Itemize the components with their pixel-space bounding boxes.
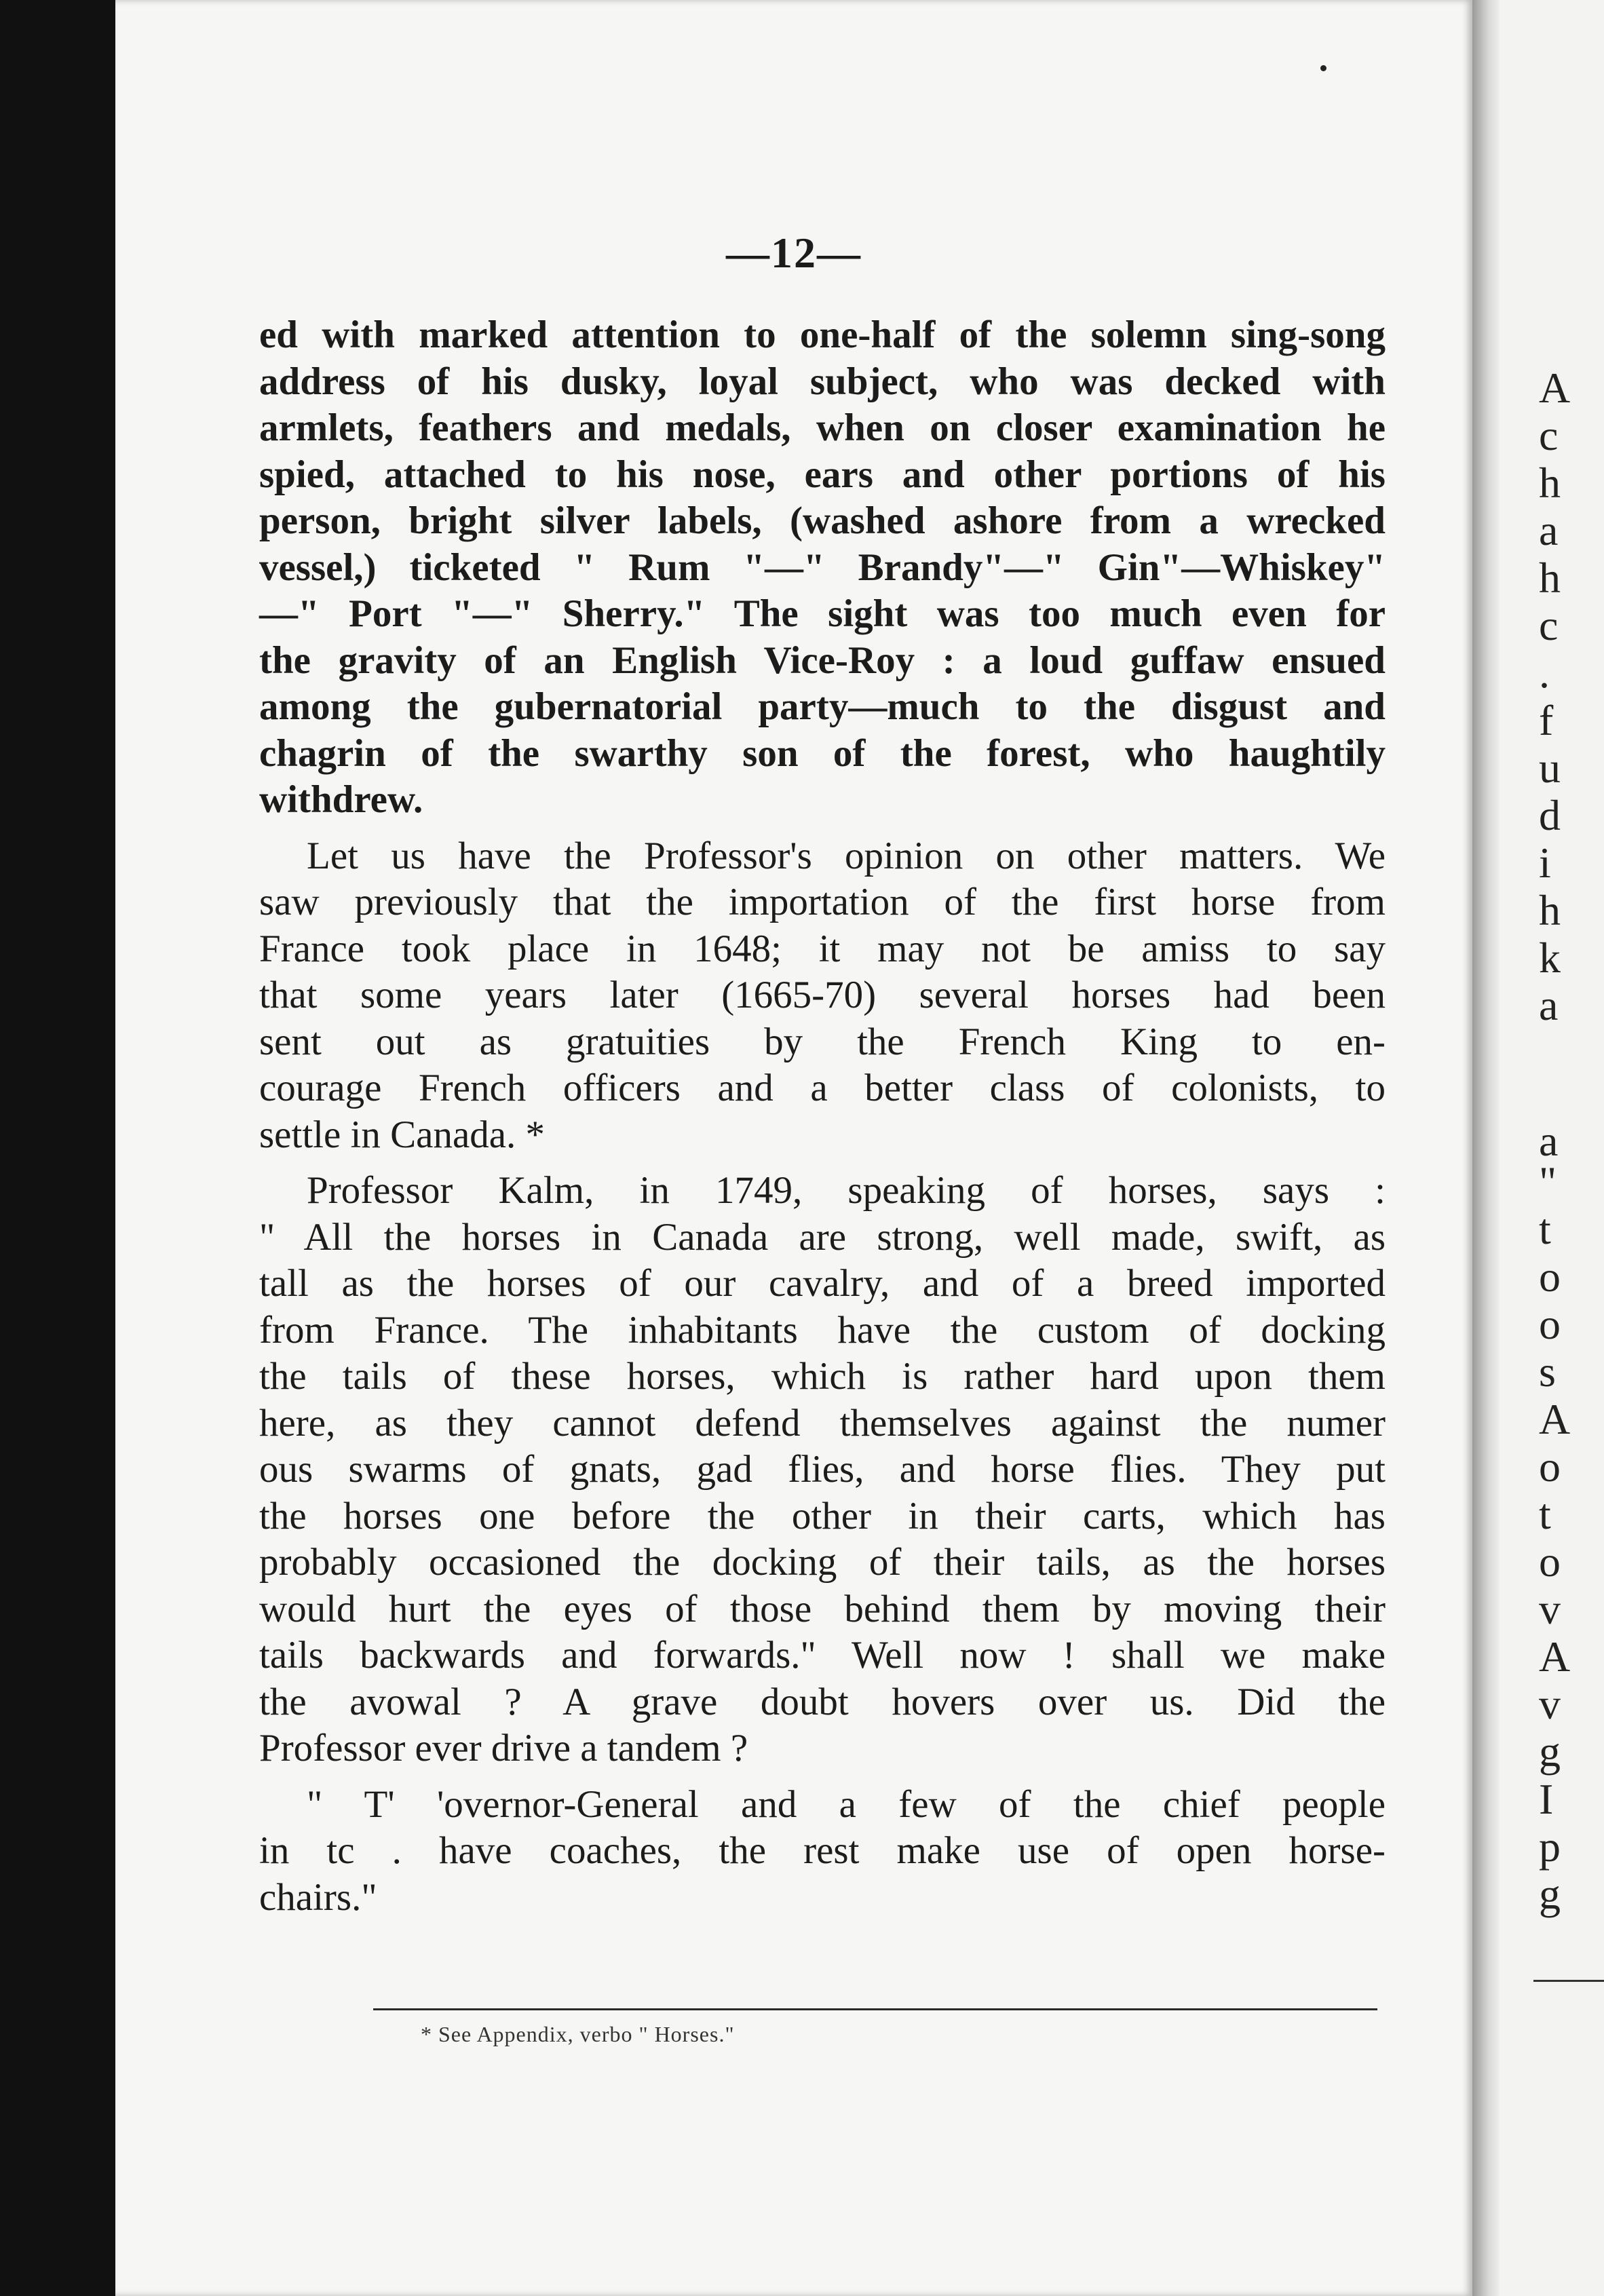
next-page-fragment: h bbox=[1539, 886, 1561, 934]
text-line: person, bright silver labels, (washed ashore from a wrecked bbox=[259, 499, 1386, 542]
text-line: the gravity of an English Vice-Roy : a loud guffaw ensued bbox=[259, 638, 1386, 682]
footnote: * See Appendix, verbo " Horses." bbox=[421, 2022, 735, 2046]
page-text bbox=[259, 312, 1386, 1921]
text-line: chairs." bbox=[259, 1875, 377, 1919]
text-line: chagrin of the swarthy son of the forest, who haughtily bbox=[259, 731, 1386, 775]
text-line: Professor Kalm, in 1749, speaking of horses, says : bbox=[307, 1169, 1386, 1212]
text-line: settle in Canada. * bbox=[259, 1113, 546, 1156]
next-page-fragment: o bbox=[1539, 1442, 1561, 1491]
text-line: ed with marked attention to one-half of the solemn sing-song bbox=[259, 313, 1386, 356]
next-page-fragment: A bbox=[1539, 364, 1571, 412]
next-page-edge bbox=[1500, 0, 1604, 2296]
text-line: vessel,) ticketed " Rum "—" Brandy"—" Gin"—Whiskey" bbox=[259, 546, 1386, 589]
next-page-fragment: h bbox=[1539, 554, 1561, 602]
text-line: the avowal ? A grave doubt hovers over us. Did the bbox=[259, 1680, 1386, 1723]
next-page-fragment: i bbox=[1539, 839, 1551, 887]
next-page-fragment: " bbox=[1539, 1157, 1557, 1206]
next-page-fragment: c bbox=[1539, 411, 1559, 459]
next-page-fragment: . bbox=[1539, 649, 1550, 697]
paragraph-1 bbox=[259, 312, 1386, 824]
text-line: Professor ever drive a tandem ? bbox=[259, 1727, 748, 1769]
text-line: tails backwards and forwards." Well now ! shall we make bbox=[259, 1634, 1386, 1677]
text-line: withdrew. bbox=[259, 778, 423, 821]
next-page-fragment: c bbox=[1539, 601, 1559, 649]
text-line: among the gubernatorial party—much to the disgust and bbox=[259, 685, 1386, 728]
text-line: here, as they cannot defend themselves against the numer bbox=[259, 1401, 1386, 1444]
next-page-fragment: o bbox=[1539, 1300, 1561, 1348]
text-line: the horses one before the other in their carts, which has bbox=[259, 1494, 1386, 1537]
text-line: the tails of these horses, which is rather hard upon them bbox=[259, 1355, 1386, 1398]
next-page-fragment: t bbox=[1539, 1205, 1551, 1253]
text-line: tall as the horses of our cavalry, and of a breed imported bbox=[259, 1262, 1386, 1305]
ink-dot bbox=[1320, 65, 1326, 71]
text-line: from France. The inhabitants have the custom of docking bbox=[259, 1308, 1386, 1352]
next-page-fragment: d bbox=[1539, 791, 1561, 839]
text-line: courage French officers and a better class of colonists, to bbox=[259, 1067, 1386, 1109]
next-page-rule bbox=[1533, 1980, 1604, 1982]
next-page-fragment: a bbox=[1539, 981, 1559, 1029]
text-line: " T' 'overnor-General and a few of the chief people bbox=[307, 1782, 1386, 1826]
paragraph-3 bbox=[259, 1168, 1386, 1772]
next-page-fragment: A bbox=[1539, 1632, 1571, 1681]
next-page-fragment: h bbox=[1539, 459, 1561, 507]
text-line: armlets, feathers and medals, when on closer examination he bbox=[259, 406, 1386, 449]
next-page-fragment: f bbox=[1539, 696, 1554, 744]
next-page-fragment: k bbox=[1539, 934, 1561, 982]
text-line: ous swarms of gnats, gad flies, and horse flies. They put bbox=[259, 1448, 1386, 1491]
next-page-fragment: p bbox=[1539, 1822, 1561, 1871]
next-page-fragment: o bbox=[1539, 1537, 1561, 1586]
scan-left-edge bbox=[0, 0, 115, 2296]
text-line: Let us have the Professor's opinion on other matters. We bbox=[307, 834, 1386, 877]
next-page-fragment: u bbox=[1539, 744, 1561, 792]
next-page-fragment: o bbox=[1539, 1252, 1561, 1301]
text-line: address of his dusky, loyal subject, who was decked with bbox=[259, 360, 1386, 403]
next-page-fragment: t bbox=[1539, 1490, 1551, 1538]
next-page-fragment: A bbox=[1539, 1395, 1571, 1443]
book-gutter bbox=[1472, 0, 1500, 2296]
text-line: that some years later (1665-70) several horses had been bbox=[259, 974, 1386, 1016]
text-line: spied, attached to his nose, ears and other portions of his bbox=[259, 453, 1386, 496]
text-line: sent out as gratuities by the French King to en- bbox=[259, 1020, 1386, 1063]
text-line: probably occasioned the docking of their tails, as the horses bbox=[259, 1541, 1386, 1584]
footnote-rule bbox=[373, 2008, 1377, 2010]
text-line: saw previously that the importation of the first horse from bbox=[259, 881, 1386, 923]
next-page-fragment: v bbox=[1539, 1680, 1561, 1728]
text-line: " All the horses in Canada are strong, well made, swift, as bbox=[259, 1215, 1386, 1259]
paragraph-4 bbox=[259, 1782, 1386, 1921]
text-line: —" Port "—" Sherry." The sight was too much even for bbox=[259, 592, 1386, 635]
next-page-fragment: g bbox=[1539, 1727, 1561, 1776]
next-page-fragment: a bbox=[1539, 506, 1559, 554]
text-line: France took place in 1648; it may not be amiss to say bbox=[259, 927, 1386, 970]
text-line: in tc . have coaches, the rest make use of open horse- bbox=[259, 1829, 1386, 1872]
paragraph-2 bbox=[259, 833, 1386, 1159]
next-page-fragment: g bbox=[1539, 1870, 1561, 1918]
next-page-fragment: s bbox=[1539, 1347, 1556, 1396]
next-page-fragment: v bbox=[1539, 1585, 1561, 1633]
page-number: —12— bbox=[726, 229, 862, 277]
text-line: would hurt the eyes of those behind them by moving their bbox=[259, 1587, 1386, 1630]
next-page-fragment: a bbox=[1539, 1117, 1559, 1165]
next-page-fragment: I bbox=[1539, 1775, 1554, 1823]
